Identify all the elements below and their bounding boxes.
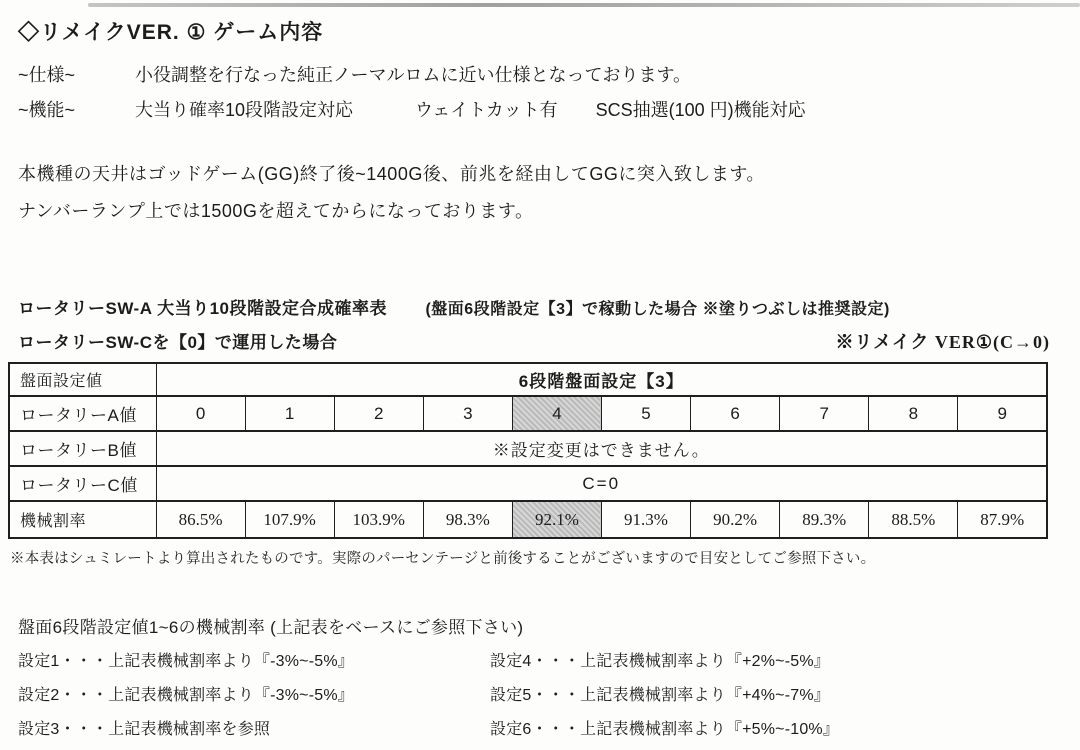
table-row-payout-rate (9, 501, 1047, 538)
function-item-scs: SCS抽選(100 円)機能対応 (595, 100, 806, 120)
table-row-board-setting (9, 363, 1047, 396)
row-label-rotary-c: ロータリーC値 (9, 466, 156, 501)
rotary-a-cell: 3 (423, 396, 512, 431)
page-title: ◇リメイクVER. ① ゲーム内容 (18, 21, 324, 44)
rotary-sw-probability-table (8, 362, 1048, 539)
settings-section-heading: 盤面6段階設定値1~6の機械割率 (上記表をベースにご参照下さい) (18, 618, 524, 637)
setting-6-note: 設定6・・・上記表機械割率より『+5%~-10%』 (490, 721, 840, 738)
rotary-a-cell: 9 (958, 396, 1047, 431)
row-label-board-setting: 盤面設定値 (9, 363, 156, 396)
rotary-a-cell: 1 (245, 396, 334, 431)
table-title-note: (盤面6段階設定【3】で稼動した場合 ※塗りつぶしは推奨設定) (425, 301, 890, 318)
payout-rate-cell: 87.9% (958, 501, 1047, 538)
row-label-payout-rate: 機械割率 (9, 501, 156, 538)
spec-label: ~仕様~ (18, 65, 76, 85)
function-item-setting: 大当り確率10段階設定対応 (135, 100, 354, 120)
rotary-a-cell: 2 (334, 396, 423, 431)
row-label-rotary-a: ロータリーA値 (9, 396, 156, 431)
rotary-b-note: ※設定変更はできません。 (156, 431, 1047, 466)
table-title-row (18, 294, 1066, 319)
table-subtitle-row (18, 328, 1050, 354)
payout-rate-cell: 88.5% (869, 501, 958, 538)
spec-text: 小役調整を行なった純正ノーマルロムに近い仕様となっております。 (135, 65, 692, 85)
row-label-rotary-b: ロータリーB値 (9, 431, 156, 466)
rotary-a-cell: 8 (869, 396, 958, 431)
board-setting-value: 6段階盤面設定【3】 (156, 363, 1047, 396)
rotary-a-cell-highlighted: 4 (512, 396, 601, 431)
rotary-a-cell: 0 (156, 396, 245, 431)
payout-rate-cell: 98.3% (423, 501, 512, 538)
table-row-rotary-a (9, 396, 1047, 431)
function-label: ~機能~ (18, 100, 76, 120)
rotary-c-value: C=0 (156, 466, 1047, 501)
ceiling-description-line2: ナンバーランプ上では1500Gを超えてからになっております。 (18, 201, 534, 221)
payout-rate-cell: 91.3% (601, 501, 690, 538)
remake-version-note: ※リメイク VER①(C→0) (835, 332, 1050, 352)
scan-artifact-line (88, 3, 1080, 7)
table-title: ロータリーSW-A 大当り10段階設定合成確率表 (18, 299, 387, 318)
table-row-rotary-c (9, 466, 1047, 501)
function-item-waitcut: ウェイトカット有 (415, 100, 558, 120)
payout-rate-cell-highlighted: 92.1% (512, 501, 601, 538)
ceiling-description-line1: 本機種の天井はゴッドゲーム(GG)終了後~1400G後、前兆を経由してGGに突入致します。 (18, 164, 765, 184)
setting-2-note: 設定2・・・上記表機械割率より『-3%~-5%』 (18, 687, 354, 704)
spec-row (18, 61, 691, 87)
setting-5-note: 設定5・・・上記表機械割率より『+4%~-7%』 (490, 687, 830, 704)
table-row-rotary-b (9, 431, 1047, 466)
setting-4-note: 設定4・・・上記表機械割率より『+2%~-5%』 (490, 653, 830, 670)
table-footnote: ※本表はシュミレートより算出されたものです。実際のパーセンテージと前後することがございますので目安としてご参照下さい。 (10, 551, 876, 567)
payout-rate-cell: 107.9% (245, 501, 334, 538)
payout-rate-cell: 89.3% (780, 501, 869, 538)
rotary-a-cell: 6 (691, 396, 780, 431)
function-row (18, 96, 806, 122)
setting-1-note: 設定1・・・上記表機械割率より『-3%~-5%』 (18, 653, 354, 670)
payout-rate-cell: 103.9% (334, 501, 423, 538)
payout-rate-cell: 86.5% (156, 501, 245, 538)
rotary-a-cell: 7 (780, 396, 869, 431)
setting-3-note: 設定3・・・上記表機械割率を参照 (18, 721, 271, 738)
rotary-a-cell: 5 (601, 396, 690, 431)
payout-rate-cell: 90.2% (691, 501, 780, 538)
table-subtitle: ロータリーSW-Cを【0】で運用した場合 (18, 333, 338, 352)
settings-list (18, 648, 1058, 750)
